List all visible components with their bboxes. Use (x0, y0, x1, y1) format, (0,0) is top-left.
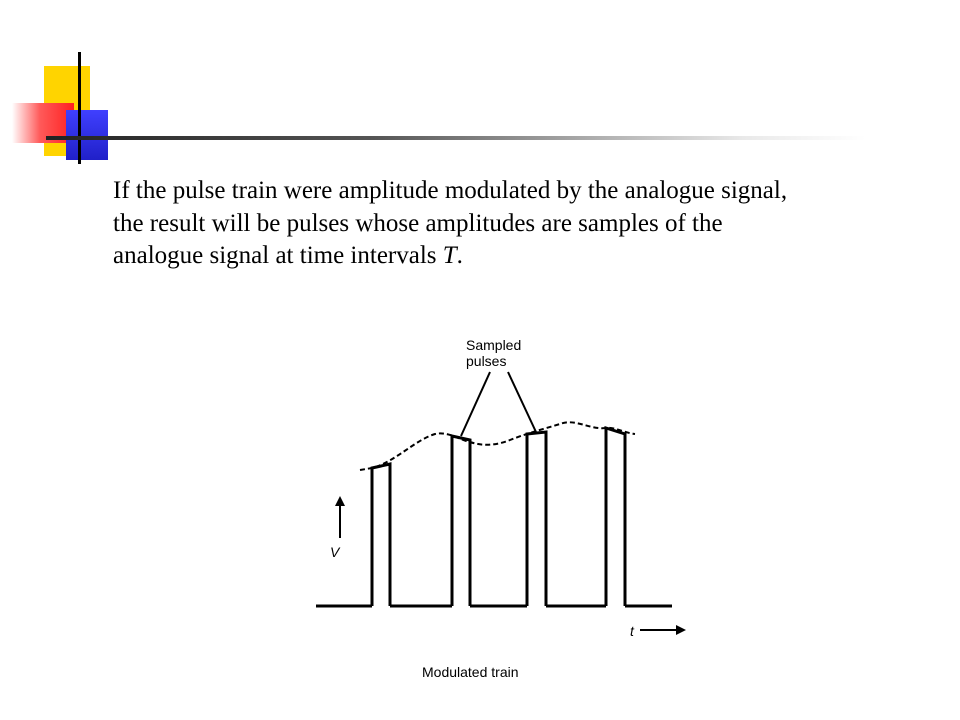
pulse-3 (527, 432, 546, 606)
body-text-end: . (456, 242, 463, 269)
pulse-2 (452, 436, 470, 606)
slide-body-text (113, 175, 813, 273)
body-text-main: If the pulse train were amplitude modulated by the analogue signal, the result will be pulses whose amplitudes are samples of the analogue signal at time intervals (113, 177, 788, 269)
v-axis-arrow (335, 496, 345, 538)
decor-vertical-line (78, 52, 81, 164)
sampled-label-line1: Sampled (466, 337, 522, 353)
modulated-train-diagram (300, 325, 700, 695)
sampled-label-line2: pulses (466, 353, 507, 369)
pulse-1 (372, 464, 390, 606)
t-label: t (630, 623, 634, 639)
analogue-envelope (360, 422, 635, 470)
v-label: V (330, 544, 340, 560)
decor-horizontal-line (46, 136, 866, 140)
diagram-caption: Modulated train (422, 664, 519, 680)
pulse-4 (606, 428, 625, 606)
t-axis-arrow (640, 625, 686, 635)
pulses (372, 428, 625, 606)
label-pointers (461, 372, 536, 436)
decor-blue-square (66, 110, 108, 160)
body-text-symbol: T (442, 242, 457, 269)
